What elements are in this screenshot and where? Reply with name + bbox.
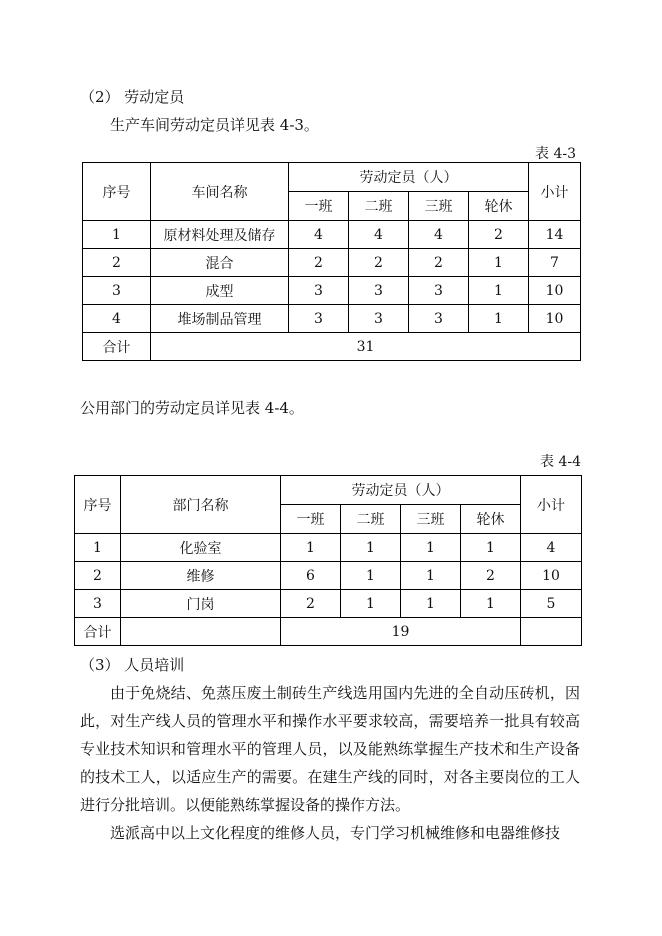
section-2-heading: （2） 劳动定员 xyxy=(80,88,185,106)
cell-name: 化验室 xyxy=(121,534,281,562)
cell-rest: 1 xyxy=(469,277,529,305)
cell-shift-3: 1 xyxy=(401,534,461,562)
table-row xyxy=(83,305,581,333)
header-shift-1: 一班 xyxy=(289,192,349,221)
cell-subtotal: 7 xyxy=(529,249,581,277)
header-subtotal: 小计 xyxy=(529,163,581,221)
table-total-row xyxy=(75,618,582,646)
header-workshop-name: 车间名称 xyxy=(151,163,289,221)
cell-shift-2: 2 xyxy=(349,249,409,277)
table-row xyxy=(83,249,581,277)
header-department-name: 部门名称 xyxy=(121,476,281,534)
cell-shift-2: 3 xyxy=(349,277,409,305)
table-row xyxy=(75,562,582,590)
cell-seq: 3 xyxy=(75,590,121,618)
cell-shift-3: 2 xyxy=(409,249,469,277)
cell-shift-3: 1 xyxy=(401,590,461,618)
total-value: 19 xyxy=(281,618,521,646)
cell-seq: 4 xyxy=(83,305,151,333)
cell-name: 门岗 xyxy=(121,590,281,618)
header-subtotal: 小计 xyxy=(521,476,582,534)
cell-shift-3: 3 xyxy=(409,277,469,305)
table-4-4-intro: 公用部门的劳动定员详见表 4-4。 xyxy=(80,399,304,417)
header-seq: 序号 xyxy=(75,476,121,534)
cell-name: 堆场制品管理 xyxy=(151,305,289,333)
table-row xyxy=(83,221,581,249)
total-subtotal-empty xyxy=(521,618,582,646)
header-staffing-group: 劳动定员（人） xyxy=(281,476,521,505)
header-shift-3: 三班 xyxy=(409,192,469,221)
table-4-3 xyxy=(82,162,581,361)
cell-shift-1: 2 xyxy=(281,590,341,618)
cell-shift-1: 2 xyxy=(289,249,349,277)
cell-rest: 2 xyxy=(461,562,521,590)
cell-rest: 1 xyxy=(469,249,529,277)
header-staffing-group: 劳动定员（人） xyxy=(289,163,529,192)
total-label: 合计 xyxy=(75,618,121,646)
cell-name: 维修 xyxy=(121,562,281,590)
cell-shift-2: 4 xyxy=(349,221,409,249)
cell-subtotal: 4 xyxy=(521,534,582,562)
cell-subtotal: 5 xyxy=(521,590,582,618)
cell-shift-3: 1 xyxy=(401,562,461,590)
cell-name: 成型 xyxy=(151,277,289,305)
cell-shift-1: 3 xyxy=(289,305,349,333)
cell-shift-2: 1 xyxy=(341,590,401,618)
maintenance-paragraph: 选派高中以上文化程度的维修人员，专门学习机械维修和电器维修技 xyxy=(110,824,561,842)
header-rest: 轮休 xyxy=(461,505,521,534)
table-row xyxy=(75,534,582,562)
cell-shift-3: 3 xyxy=(409,305,469,333)
cell-seq: 2 xyxy=(75,562,121,590)
total-label: 合计 xyxy=(83,333,151,361)
cell-shift-1: 6 xyxy=(281,562,341,590)
cell-seq: 1 xyxy=(83,221,151,249)
table-total-row xyxy=(83,333,581,361)
cell-rest: 1 xyxy=(461,534,521,562)
cell-rest: 2 xyxy=(469,221,529,249)
header-rest: 轮休 xyxy=(469,192,529,221)
cell-name: 混合 xyxy=(151,249,289,277)
section-3-heading: （3） 人员培训 xyxy=(80,656,185,674)
header-shift-2: 二班 xyxy=(349,192,409,221)
cell-shift-2: 1 xyxy=(341,562,401,590)
total-value: 31 xyxy=(151,333,581,361)
total-empty-cell xyxy=(121,618,281,646)
training-paragraph: 由于免烧结、免蒸压废土制砖生产线选用国内先进的全自动压砖机，因此，对生产线人员的管理水平和操作水平要求较高，需要培养一批具有较高专业技术知识和管理水平的管理人员，以及能熟练掌握生产技术和生产设备的技术工人，以适应生产的需要。在建生产线的同时，对各主要岗位的工人进行分批培训。以便能熟练掌握设备的操作方法。 xyxy=(80,684,580,814)
table-row xyxy=(83,277,581,305)
header-shift-2: 二班 xyxy=(341,505,401,534)
header-shift-1: 一班 xyxy=(281,505,341,534)
cell-seq: 2 xyxy=(83,249,151,277)
cell-shift-1: 3 xyxy=(289,277,349,305)
cell-subtotal: 10 xyxy=(529,305,581,333)
cell-shift-1: 1 xyxy=(281,534,341,562)
table-4-4 xyxy=(74,475,582,646)
cell-shift-2: 1 xyxy=(341,534,401,562)
table-4-3-intro: 生产车间劳动定员详见表 4-3。 xyxy=(110,116,319,134)
cell-rest: 1 xyxy=(469,305,529,333)
cell-subtotal: 14 xyxy=(529,221,581,249)
cell-shift-3: 4 xyxy=(409,221,469,249)
cell-rest: 1 xyxy=(461,590,521,618)
cell-seq: 1 xyxy=(75,534,121,562)
table-4-3-caption: 表 4-3 xyxy=(535,146,576,162)
cell-shift-2: 3 xyxy=(349,305,409,333)
header-shift-3: 三班 xyxy=(401,505,461,534)
table-4-4-caption: 表 4-4 xyxy=(540,454,581,470)
table-row xyxy=(75,590,582,618)
cell-name: 原材料处理及储存 xyxy=(151,221,289,249)
header-seq: 序号 xyxy=(83,163,151,221)
cell-subtotal: 10 xyxy=(529,277,581,305)
cell-seq: 3 xyxy=(83,277,151,305)
cell-shift-1: 4 xyxy=(289,221,349,249)
cell-subtotal: 10 xyxy=(521,562,582,590)
